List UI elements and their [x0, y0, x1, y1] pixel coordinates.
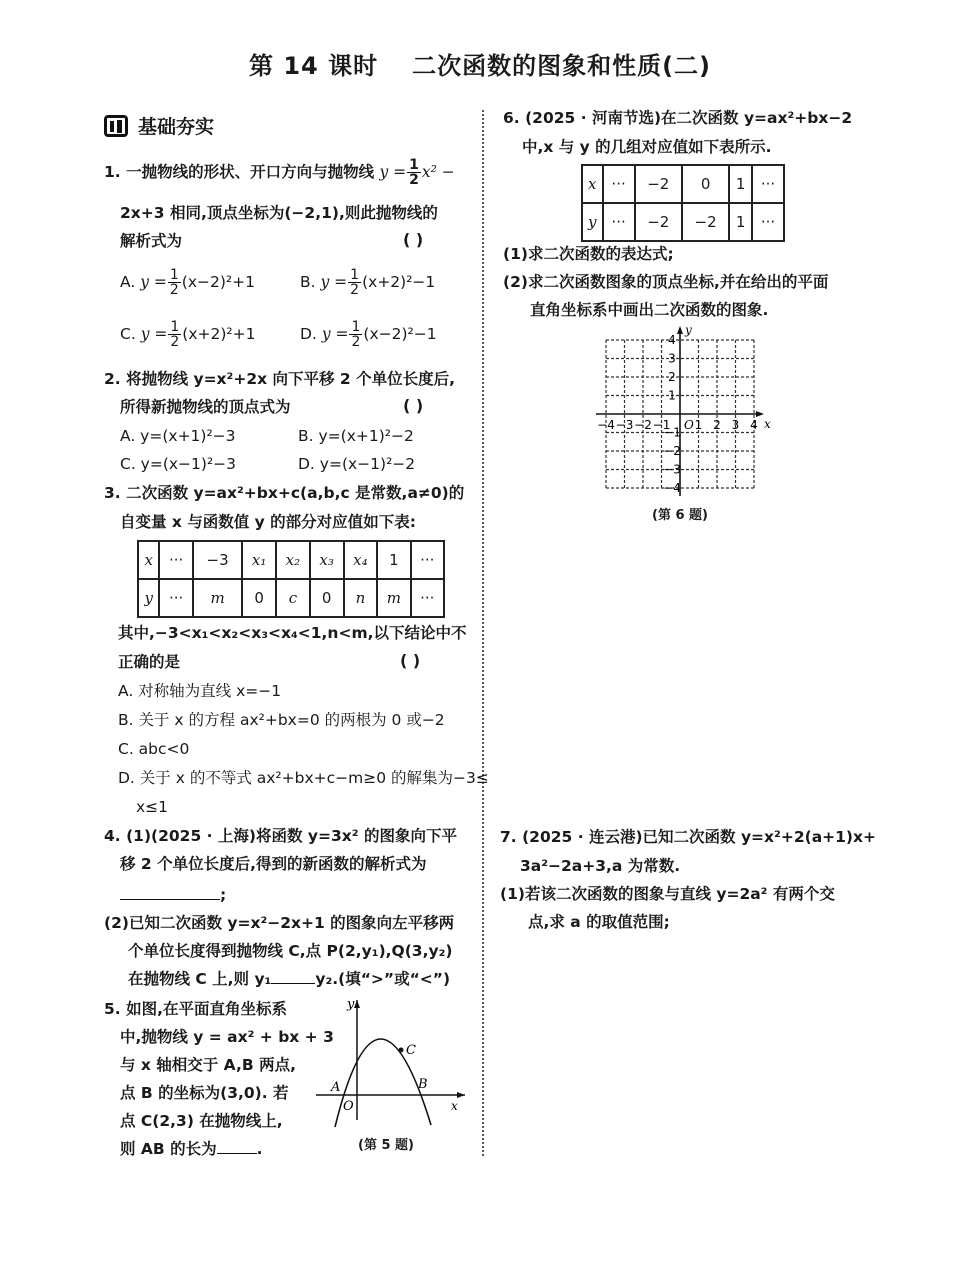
q4-p1-line2: 移 2 个单位长度后,得到的新函数的解析式为	[120, 855, 427, 873]
q1-line3: 解析式为	[120, 232, 183, 250]
q4-p1-answer-blank[interactable]	[120, 885, 220, 900]
point-a-label: A	[331, 1080, 341, 1095]
q7-line1: 7. (2025 · 连云港)已知二次函数 y=x²+2(a+1)x+	[500, 828, 876, 846]
q7-part1-line1: (1)若该二次函数的图象与直线 y=2a² 有两个交	[500, 885, 835, 903]
q3-value-table	[137, 540, 445, 618]
q2-option-b[interactable]: B. y=(x+1)²−2	[298, 427, 414, 445]
section-header	[104, 112, 214, 139]
book-icon	[104, 115, 128, 137]
q6-line1: 6. (2025 · 河南节选)在二次函数 y=ax²+bx−2	[503, 109, 853, 127]
svg-text:−4: −4	[597, 418, 615, 432]
q5-answer-blank[interactable]	[217, 1139, 257, 1154]
table-row: x ··· −3 x₁ x₂ x₃ x₄ 1 ···	[138, 541, 444, 579]
table-row: y ··· m 0 c 0 n m ···	[138, 579, 444, 617]
q6-coordinate-grid[interactable]	[590, 322, 790, 502]
q5-line4: 点 B 的坐标为(3,0). 若	[120, 1084, 289, 1102]
q2-line2: 所得新抛物线的顶点式为	[120, 398, 291, 416]
q1-option-a[interactable]: A. y = $\frac{1}{2}$ (x−2)²+1	[120, 267, 255, 298]
table-row: y ··· −2 −2 1 ···	[582, 203, 784, 241]
q3-line4: 正确的是	[118, 653, 181, 671]
q4-p1-line3: ;	[120, 884, 226, 906]
q6-part2-line2: 直角坐标系中画出二次函数的图象.	[530, 301, 769, 319]
svg-text:3: 3	[668, 351, 676, 366]
q2-option-c[interactable]: C. y=(x−1)²−3	[120, 455, 237, 473]
origin-label: O	[684, 418, 694, 432]
q6-line2: 中,x 与 y 的几组对应值如下表所示.	[522, 138, 772, 156]
q1-line2: 2x+3 相同,顶点坐标为(−2,1),则此抛物线的	[120, 204, 438, 222]
svg-text:4: 4	[668, 333, 676, 347]
q4-p2-answer-blank[interactable]	[271, 969, 315, 984]
q5-line1: 5. 如图,在平面直角坐标系	[104, 1000, 287, 1018]
q5-line5: 点 C(2,3) 在抛物线上,	[120, 1112, 283, 1130]
q2-answer-blank[interactable]: ( )	[403, 396, 424, 415]
table-row: x ··· −2 0 1 ···	[582, 165, 784, 203]
q1-answer-blank[interactable]: ( )	[403, 230, 424, 249]
q3-option-d-cont: x≤1	[136, 798, 169, 816]
column-divider	[482, 110, 484, 1156]
q4-p2-line3: 在抛物线 C 上,则 y₁ y₂.(填“>”或“<”)	[128, 970, 451, 988]
svg-text:3: 3	[731, 418, 740, 432]
origin-label: O	[343, 1099, 354, 1114]
q3-line1: 3. 二次函数 y=ax²+bx+c(a,b,c 是常数,a≠0)的	[104, 484, 465, 502]
svg-text:−2: −2	[634, 418, 652, 432]
q1-option-d[interactable]: D. y = $\frac{1}{2}$ (x−2)²−1	[300, 319, 437, 350]
y-axis-label: y	[347, 997, 355, 1012]
q5-line6: 则 AB 的长为 .	[120, 1140, 263, 1158]
q7-line2: 3a²−2a+3,a 为常数.	[520, 857, 681, 875]
q2-line1: 2. 将抛物线 y=x²+2x 向下平移 2 个单位长度后,	[104, 370, 455, 388]
q4-p2-line2: 个单位长度得到抛物线 C,点 P(2,y₁),Q(3,y₂)	[128, 942, 453, 960]
q1-option-b[interactable]: B. y = $\frac{1}{2}$ (x+2)²−1	[300, 267, 436, 298]
q6-value-table	[581, 164, 785, 242]
q5-line2: 中,抛物线 y = ax² + bx + 3	[120, 1028, 334, 1046]
q2-option-a[interactable]: A. y=(x+1)²−3	[120, 427, 236, 445]
q7-part1-line2: 点,求 a 的取值范围;	[528, 913, 670, 931]
lesson-number: 第 14 课时	[248, 52, 379, 80]
svg-text:1: 1	[694, 418, 703, 432]
q3-line2: 自变量 x 与函数值 y 的部分对应值如下表:	[120, 513, 416, 531]
q3-line3: 其中,−3<x₁<x₂<x₃<x₄<1,n<m,以下结论中不	[118, 624, 467, 642]
svg-text:−1: −1	[663, 425, 681, 440]
q5-line3: 与 x 轴相交于 A,B 两点,	[120, 1056, 296, 1074]
q3-option-a[interactable]: A. 对称轴为直线 x=−1	[118, 682, 282, 700]
q2-option-d[interactable]: D. y=(x−1)²−2	[298, 455, 416, 473]
x-axis-label: x	[451, 1099, 458, 1113]
q4-p2-line1: (2)已知二次函数 y=x²−2x+1 的图象向左平移两	[104, 914, 455, 932]
svg-text:−4: −4	[663, 481, 681, 495]
q3-answer-blank[interactable]: ( )	[400, 651, 421, 670]
y-axis-label: y	[685, 323, 692, 337]
point-b-label: B	[418, 1077, 428, 1092]
svg-text:2: 2	[713, 418, 721, 432]
svg-text:−2: −2	[663, 444, 681, 458]
q6-part1: (1)求二次函数的表达式;	[503, 245, 674, 263]
q5-parabola-figure	[310, 992, 480, 1132]
q4-p1-line1: 4. (1)(2025 · 上海)将函数 y=3x² 的图象向下平	[104, 827, 457, 845]
q5-figure-caption: (第 5 题)	[358, 1138, 414, 1153]
q1-option-c[interactable]: C. y = $\frac{1}{2}$ (x+2)²+1	[120, 319, 256, 350]
svg-text:−1: −1	[652, 418, 671, 432]
svg-text:−3: −3	[615, 418, 634, 432]
fraction: $\frac{1}{2}$	[409, 157, 419, 188]
lesson-topic: 二次函数的图象和性质(二)	[412, 52, 712, 80]
q3-option-c[interactable]: C. abc<0	[118, 740, 190, 758]
page-title	[0, 46, 960, 81]
svg-text:1: 1	[668, 388, 676, 403]
svg-text:4: 4	[750, 418, 758, 432]
q3-option-b[interactable]: B. 关于 x 的方程 ax²+bx=0 的两根为 0 或−2	[118, 711, 445, 729]
q3-option-d[interactable]: D. 关于 x 的不等式 ax²+bx+c−m≥0 的解集为−3≤	[118, 769, 489, 787]
q1-line1: 1. 一抛物线的形状、开口方向与抛物线 y = $\frac{1}{2}$ x² −	[104, 157, 455, 188]
q6-figure-caption: (第 6 题)	[652, 508, 708, 523]
x-axis-label: x	[764, 417, 771, 431]
q6-part2-line1: (2)求二次函数图象的顶点坐标,并在给出的平面	[503, 273, 829, 291]
point-c-label: C	[406, 1043, 416, 1058]
svg-text:−3: −3	[663, 462, 681, 477]
section-label: 基础夯实	[138, 116, 215, 138]
svg-text:2: 2	[668, 370, 676, 384]
